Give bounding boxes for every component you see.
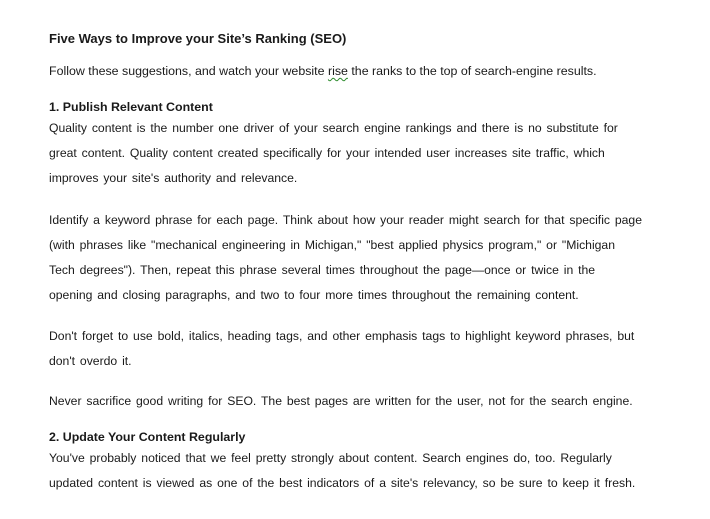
paragraph-line: You've probably noticed that we feel pretty strongly about content. Search engines do, too. Regularly bbox=[49, 451, 612, 465]
paragraph-spacer bbox=[49, 308, 710, 324]
paragraph-update-content bbox=[49, 446, 677, 496]
paragraph-line: Tech degrees"). Then, repeat this phrase several times throughout the page—once or twice in the bbox=[49, 263, 596, 277]
paragraph-line: Identify a keyword phrase for each page. Think about how your reader might search for that specific page bbox=[49, 213, 642, 227]
section-heading-publish-relevant-content: 1. Publish Relevant Content bbox=[49, 100, 213, 114]
paragraph-spacer bbox=[49, 414, 710, 429]
paragraph-line: updated content is viewed as one of the best indicators of a site's relevancy, so be sure to keep it fresh. bbox=[49, 476, 636, 490]
paragraph-line: don't overdo it. bbox=[49, 354, 132, 368]
paragraph-line: Never sacrifice good writing for SEO. The best pages are written for the user, not for the search engine. bbox=[49, 394, 633, 408]
intro-text-after: the ranks to the top of search-engine results. bbox=[347, 64, 597, 78]
paragraph-spacer bbox=[49, 191, 710, 208]
intro-paragraph bbox=[49, 63, 710, 80]
spellcheck-flagged-word[interactable]: rise bbox=[327, 64, 348, 78]
paragraph-spacer bbox=[49, 374, 710, 389]
document-title: Five Ways to Improve your Site’s Ranking (SEO) bbox=[49, 31, 347, 46]
paragraph-line: Don't forget to use bold, italics, heading tags, and other emphasis tags to highlight keyword phrases, but bbox=[49, 329, 635, 343]
paragraph-keyword-phrase bbox=[49, 208, 677, 308]
paragraph-line: improves your site's authority and relevance. bbox=[49, 171, 298, 185]
paragraph-good-writing bbox=[49, 389, 677, 414]
paragraph-line: opening and closing paragraphs, and two to four more times throughout the remaining content. bbox=[49, 288, 579, 302]
intro-text-before: Follow these suggestions, and watch your website bbox=[49, 64, 328, 78]
paragraph-line: Quality content is the number one driver of your search engine rankings and there is no substitute for bbox=[49, 121, 618, 135]
paragraph-quality-content bbox=[49, 116, 677, 191]
section-heading-update-content: 2. Update Your Content Regularly bbox=[49, 430, 246, 444]
paragraph-emphasis-tags bbox=[49, 324, 677, 374]
paragraph-line: (with phrases like "mechanical engineering in Michigan," "best applied physics program," or "Michigan bbox=[49, 238, 615, 252]
paragraph-line: great content. Quality content created specifically for your intended user increases site traffic, which bbox=[49, 146, 605, 160]
